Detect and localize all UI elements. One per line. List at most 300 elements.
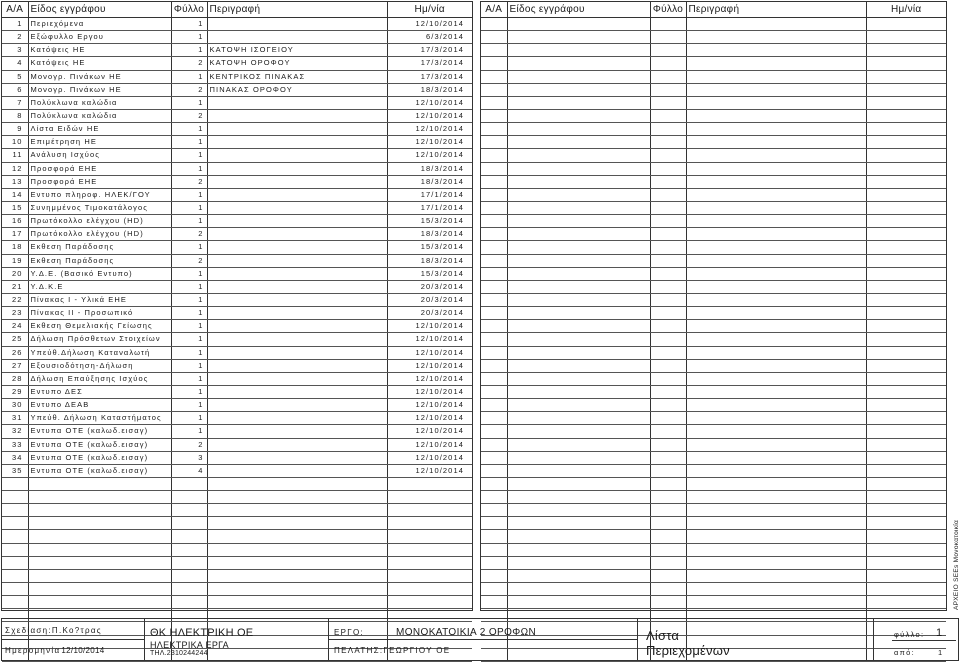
cell-sheet xyxy=(650,44,686,57)
cell-num: 11 xyxy=(2,149,28,162)
cell-desc xyxy=(686,412,866,425)
cell-type: Εντυπα ΟΤΕ (καλωδ.εισαγ) xyxy=(28,451,171,464)
cell-type xyxy=(507,359,650,372)
cell-date xyxy=(866,307,946,320)
table-row xyxy=(2,412,472,425)
cell-type: Εξουσιοδότηση-Δήλωση xyxy=(28,359,171,372)
empty-row xyxy=(481,372,946,385)
cell-num xyxy=(481,399,507,412)
designer-label: Σχεδίαση: xyxy=(5,626,52,635)
of-label: από: xyxy=(894,648,915,657)
cell-date: 15/3/2014 xyxy=(387,267,472,280)
cell-num xyxy=(481,44,507,57)
table-row xyxy=(2,136,472,149)
cell-date xyxy=(866,477,946,490)
cell-sheet xyxy=(650,438,686,451)
cell-num xyxy=(481,162,507,175)
empty-row xyxy=(2,491,472,504)
cell-date: 18/3/2014 xyxy=(387,83,472,96)
cell-num xyxy=(481,359,507,372)
cell-desc: ΠΙΝΑΚΑΣ ΟΡΟΦΟΥ xyxy=(207,83,387,96)
empty-row xyxy=(481,228,946,241)
cell-sheet: 2 xyxy=(171,254,207,267)
cell-date xyxy=(866,491,946,504)
cell-date: 18/3/2014 xyxy=(387,228,472,241)
cell-date: 15/3/2014 xyxy=(387,215,472,228)
cell-num: 16 xyxy=(2,215,28,228)
cell-desc xyxy=(207,438,387,451)
cell-date: 17/1/2014 xyxy=(387,188,472,201)
contents-table-right xyxy=(480,1,947,611)
cell-sheet xyxy=(650,18,686,31)
sheet-count-cell xyxy=(874,619,958,660)
empty-row xyxy=(2,596,472,609)
empty-row xyxy=(481,18,946,31)
empty-row xyxy=(481,188,946,201)
cell-type xyxy=(28,491,171,504)
cell-num: 25 xyxy=(2,333,28,346)
cell-date xyxy=(866,188,946,201)
cell-date xyxy=(866,359,946,372)
cell-date xyxy=(387,504,472,517)
cell-date xyxy=(866,175,946,188)
cell-type xyxy=(507,477,650,490)
cell-num xyxy=(481,385,507,398)
cell-desc xyxy=(686,280,866,293)
cell-desc xyxy=(686,491,866,504)
cell-sheet xyxy=(650,215,686,228)
empty-row xyxy=(481,385,946,398)
cell-sheet xyxy=(650,241,686,254)
table-row xyxy=(2,201,472,214)
document-title-line-1: Λίστα xyxy=(646,628,680,643)
table-row xyxy=(2,267,472,280)
cell-date xyxy=(866,162,946,175)
cell-date: 18/3/2014 xyxy=(387,254,472,267)
cell-date xyxy=(866,70,946,83)
header-document-type: Είδος εγγράφου xyxy=(507,2,650,18)
cell-num xyxy=(481,70,507,83)
cell-date xyxy=(866,280,946,293)
table-row xyxy=(2,333,472,346)
table-row xyxy=(2,109,472,122)
cell-date xyxy=(866,438,946,451)
cell-sheet xyxy=(650,399,686,412)
company-cell xyxy=(145,619,329,660)
cell-num xyxy=(481,372,507,385)
table-row xyxy=(2,438,472,451)
cell-date xyxy=(866,543,946,556)
cell-num: 22 xyxy=(2,293,28,306)
cell-type: Ανάλυση Ισχύος xyxy=(28,149,171,162)
cell-desc xyxy=(686,162,866,175)
cell-num xyxy=(481,228,507,241)
header-sheet: Φύλλο xyxy=(650,2,686,18)
cell-desc xyxy=(207,201,387,214)
cell-desc xyxy=(207,517,387,530)
table-row xyxy=(2,175,472,188)
cell-num xyxy=(481,333,507,346)
cell-desc: ΚΕΝΤΡΙΚΟΣ ΠΙΝΑΚΑΣ xyxy=(207,70,387,83)
cell-date: 12/10/2014 xyxy=(387,372,472,385)
cell-desc xyxy=(686,70,866,83)
empty-row xyxy=(481,201,946,214)
cell-type xyxy=(507,293,650,306)
cell-desc xyxy=(686,451,866,464)
cell-num: 23 xyxy=(2,307,28,320)
cell-num: 33 xyxy=(2,438,28,451)
cell-type xyxy=(507,18,650,31)
cell-type xyxy=(507,556,650,569)
cell-sheet xyxy=(171,491,207,504)
cell-num xyxy=(481,477,507,490)
empty-row xyxy=(481,123,946,136)
cell-date: 12/10/2014 xyxy=(387,136,472,149)
client-value: ΓΕΩΡΓΙΟΥ ΟΕ xyxy=(383,646,451,655)
table-row xyxy=(2,372,472,385)
cell-desc xyxy=(686,96,866,109)
empty-row xyxy=(481,346,946,359)
empty-row xyxy=(2,504,472,517)
cell-sheet xyxy=(650,70,686,83)
cell-type: Λίστα Ειδών ΗΕ xyxy=(28,123,171,136)
cell-num: 5 xyxy=(2,70,28,83)
cell-sheet: 1 xyxy=(171,70,207,83)
of-value: 1 xyxy=(938,648,944,657)
cell-date xyxy=(387,569,472,582)
cell-date: 6/3/2014 xyxy=(387,31,472,44)
cell-num xyxy=(481,175,507,188)
cell-type xyxy=(507,201,650,214)
cell-desc xyxy=(686,267,866,280)
cell-date: 17/3/2014 xyxy=(387,44,472,57)
cell-date xyxy=(866,201,946,214)
cell-type: Κατόψεις ΗΕ xyxy=(28,44,171,57)
cell-date: 12/10/2014 xyxy=(387,438,472,451)
cell-sheet: 1 xyxy=(171,123,207,136)
cell-sheet xyxy=(650,359,686,372)
cell-sheet xyxy=(650,162,686,175)
cell-date: 20/3/2014 xyxy=(387,307,472,320)
cell-sheet: 1 xyxy=(171,215,207,228)
cell-num xyxy=(481,136,507,149)
cell-date xyxy=(866,44,946,57)
table-row xyxy=(2,399,472,412)
cell-num xyxy=(2,543,28,556)
cell-desc xyxy=(686,425,866,438)
empty-row xyxy=(2,556,472,569)
cell-desc xyxy=(686,307,866,320)
cell-date xyxy=(387,556,472,569)
cell-desc xyxy=(686,83,866,96)
cell-desc xyxy=(207,491,387,504)
cell-sheet xyxy=(171,477,207,490)
sheet-value: 1 xyxy=(936,627,944,639)
cell-date xyxy=(866,556,946,569)
cell-type xyxy=(28,543,171,556)
designer-cell xyxy=(2,619,145,660)
cell-num xyxy=(2,530,28,543)
project-cell xyxy=(329,619,638,660)
cell-desc xyxy=(686,438,866,451)
cell-date xyxy=(866,569,946,582)
cell-desc xyxy=(686,109,866,122)
cell-num xyxy=(481,18,507,31)
cell-sheet xyxy=(650,188,686,201)
cell-sheet xyxy=(650,96,686,109)
cell-desc xyxy=(207,215,387,228)
empty-row xyxy=(481,83,946,96)
cell-type: Εντυπο ΔΕΣ xyxy=(28,385,171,398)
cell-type xyxy=(28,477,171,490)
cell-num xyxy=(481,149,507,162)
cell-type xyxy=(507,530,650,543)
cell-num xyxy=(481,412,507,425)
cell-sheet xyxy=(650,109,686,122)
cell-desc xyxy=(686,136,866,149)
cell-type xyxy=(28,530,171,543)
empty-row xyxy=(481,543,946,556)
cell-sheet: 1 xyxy=(171,385,207,398)
cell-desc xyxy=(207,254,387,267)
cell-desc xyxy=(207,530,387,543)
cell-num xyxy=(481,96,507,109)
empty-row xyxy=(481,530,946,543)
cell-type: Εντυπα ΟΤΕ (καλωδ.εισαγ) xyxy=(28,464,171,477)
cell-num: 8 xyxy=(2,109,28,122)
table-row xyxy=(2,254,472,267)
cell-date: 12/10/2014 xyxy=(387,451,472,464)
table-row xyxy=(2,162,472,175)
cell-sheet xyxy=(650,307,686,320)
cell-sheet xyxy=(171,583,207,596)
cell-desc xyxy=(686,569,866,582)
cell-sheet xyxy=(650,425,686,438)
cell-sheet xyxy=(171,530,207,543)
cell-date xyxy=(866,31,946,44)
cell-date: 12/10/2014 xyxy=(387,412,472,425)
cell-sheet: 1 xyxy=(171,333,207,346)
cell-desc xyxy=(207,359,387,372)
cell-desc xyxy=(207,123,387,136)
cell-num: 4 xyxy=(2,57,28,70)
cell-date xyxy=(866,136,946,149)
document-title-line-2: Περιεχομένων xyxy=(646,643,730,658)
cell-type xyxy=(507,228,650,241)
cell-date: 12/10/2014 xyxy=(387,149,472,162)
cell-sheet xyxy=(650,569,686,582)
cell-date: 12/10/2014 xyxy=(387,109,472,122)
cell-type: Πρωτόκολλο ελέγχου (HD) xyxy=(28,215,171,228)
cell-num xyxy=(481,123,507,136)
cell-num: 13 xyxy=(2,175,28,188)
cell-sheet xyxy=(650,530,686,543)
empty-row xyxy=(481,359,946,372)
company-name: ΘΚ ΗΛΕΚΤΡΙΚΗ ΟΕ xyxy=(150,627,254,639)
cell-date xyxy=(866,18,946,31)
cell-num: 31 xyxy=(2,412,28,425)
cell-desc xyxy=(207,464,387,477)
cell-desc xyxy=(207,241,387,254)
cell-num: 27 xyxy=(2,359,28,372)
cell-type xyxy=(507,399,650,412)
cell-sheet xyxy=(650,504,686,517)
cell-num xyxy=(2,583,28,596)
cell-num: 24 xyxy=(2,320,28,333)
cell-sheet xyxy=(650,136,686,149)
cell-date: 12/10/2014 xyxy=(387,123,472,136)
table-row xyxy=(2,83,472,96)
cell-date xyxy=(866,109,946,122)
cell-sheet xyxy=(650,31,686,44)
cell-sheet xyxy=(650,254,686,267)
cell-num: 35 xyxy=(2,464,28,477)
cell-type xyxy=(507,451,650,464)
empty-row xyxy=(481,412,946,425)
cell-desc xyxy=(207,399,387,412)
title-block xyxy=(1,618,959,661)
cell-type xyxy=(507,241,650,254)
cell-sheet: 2 xyxy=(171,109,207,122)
cell-desc xyxy=(207,543,387,556)
cell-type xyxy=(507,307,650,320)
cell-desc xyxy=(686,504,866,517)
cell-type: Δήλωση Πρόσθετων Στοιχείων xyxy=(28,333,171,346)
cell-num xyxy=(481,464,507,477)
cell-date xyxy=(866,346,946,359)
empty-row xyxy=(481,31,946,44)
table-row xyxy=(2,18,472,31)
cell-date xyxy=(866,123,946,136)
cell-type xyxy=(507,543,650,556)
cell-type: Πρωτόκολλο ελέγχου (HD) xyxy=(28,228,171,241)
table-header-row xyxy=(481,2,946,18)
cell-num xyxy=(481,188,507,201)
empty-row xyxy=(481,491,946,504)
cell-num: 17 xyxy=(2,228,28,241)
cell-sheet xyxy=(650,201,686,214)
cell-type: Συνημμένος Τιμοκατάλογος xyxy=(28,201,171,214)
cell-type xyxy=(507,136,650,149)
cell-desc xyxy=(207,31,387,44)
cell-desc: ΚΑΤΟΨΗ ΙΣΟΓΕΙΟΥ xyxy=(207,44,387,57)
cell-desc xyxy=(686,385,866,398)
cell-sheet xyxy=(171,543,207,556)
cell-date xyxy=(866,333,946,346)
cell-sheet xyxy=(171,517,207,530)
cell-num xyxy=(2,517,28,530)
table-row xyxy=(2,188,472,201)
cell-num xyxy=(2,477,28,490)
cell-sheet: 4 xyxy=(171,464,207,477)
table-row xyxy=(2,57,472,70)
table-row xyxy=(2,385,472,398)
cell-desc xyxy=(686,241,866,254)
cell-num xyxy=(481,517,507,530)
cell-sheet xyxy=(650,412,686,425)
cell-desc xyxy=(686,175,866,188)
cell-type xyxy=(28,504,171,517)
cell-sheet: 1 xyxy=(171,280,207,293)
cell-type xyxy=(507,83,650,96)
empty-row xyxy=(481,57,946,70)
table-row xyxy=(2,307,472,320)
table-row xyxy=(2,359,472,372)
cell-num: 21 xyxy=(2,280,28,293)
cell-date xyxy=(387,596,472,609)
cell-num: 6 xyxy=(2,83,28,96)
cell-date: 12/10/2014 xyxy=(387,333,472,346)
empty-row xyxy=(481,241,946,254)
cell-type xyxy=(507,372,650,385)
cell-type xyxy=(507,320,650,333)
cell-date xyxy=(866,517,946,530)
cell-num xyxy=(481,109,507,122)
empty-row xyxy=(481,425,946,438)
cell-desc xyxy=(686,320,866,333)
cell-sheet: 1 xyxy=(171,293,207,306)
cell-date xyxy=(866,425,946,438)
cell-desc xyxy=(686,31,866,44)
cell-desc xyxy=(207,504,387,517)
cell-date xyxy=(866,241,946,254)
empty-row xyxy=(481,399,946,412)
cell-type: Περιεχόμενα xyxy=(28,18,171,31)
cell-desc xyxy=(207,228,387,241)
cell-type xyxy=(507,425,650,438)
header-date: Ημ/νία xyxy=(866,2,946,18)
table-row xyxy=(2,228,472,241)
header-number: Α/Α xyxy=(481,2,507,18)
cell-sheet xyxy=(650,320,686,333)
cell-sheet: 3 xyxy=(171,451,207,464)
header-document-type: Είδος εγγράφου xyxy=(28,2,171,18)
cell-type xyxy=(28,517,171,530)
cell-type xyxy=(507,464,650,477)
cell-sheet: 1 xyxy=(171,320,207,333)
cell-num: 15 xyxy=(2,201,28,214)
cell-type xyxy=(28,569,171,582)
cell-sheet xyxy=(650,293,686,306)
cell-type: Προσφορά ΕΗΕ xyxy=(28,162,171,175)
cell-sheet xyxy=(650,333,686,346)
cell-date: 18/3/2014 xyxy=(387,175,472,188)
cell-num: 1 xyxy=(2,18,28,31)
cell-num xyxy=(481,346,507,359)
table-row xyxy=(2,70,472,83)
empty-row xyxy=(481,477,946,490)
cell-type xyxy=(507,517,650,530)
empty-row xyxy=(2,477,472,490)
contents-table-left xyxy=(1,1,473,611)
cell-date xyxy=(866,399,946,412)
cell-num xyxy=(2,569,28,582)
cell-date xyxy=(866,385,946,398)
cell-desc xyxy=(207,477,387,490)
cell-desc xyxy=(686,596,866,609)
cell-num: 7 xyxy=(2,96,28,109)
cell-num xyxy=(481,201,507,214)
cell-date xyxy=(866,215,946,228)
cell-num xyxy=(481,57,507,70)
empty-row xyxy=(481,136,946,149)
cell-date xyxy=(866,57,946,70)
cell-sheet: 1 xyxy=(171,162,207,175)
cell-sheet: 1 xyxy=(171,412,207,425)
empty-row xyxy=(481,320,946,333)
cell-sheet: 1 xyxy=(171,201,207,214)
cell-type: Υ.Δ.Ε. (Βασικό Εντυπο) xyxy=(28,267,171,280)
